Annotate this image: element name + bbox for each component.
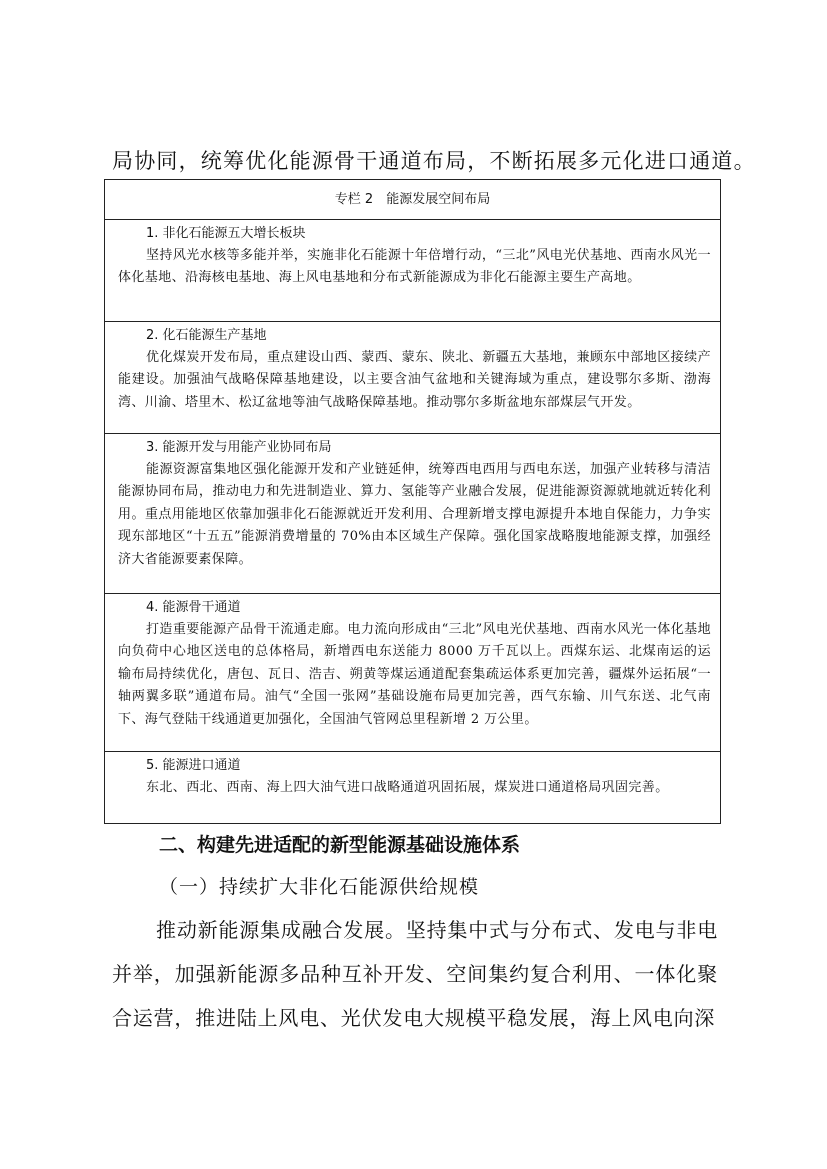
body-paragraph [112, 908, 718, 1040]
intro-text: 局协同，统筹优化能源骨干通道布局，不断拓展多元化进口通道。 [112, 149, 756, 173]
box-section-5 [105, 752, 720, 823]
section-body: 东北、西北、西南、海上四大油气进口战略通道巩固拓展，煤炭进口通道格局巩固完善。 [146, 780, 669, 795]
section-body: 打造重要能源产品骨干流通走廊。电力流向形成由“三北”风电光伏基地、西南水风光一体化基地向负荷中心地区送电的总体格局，新增西电东送能力 8000 万千瓦以上。西煤东运、北煤南运的运输布局持续优化，唐包、瓦日、浩吉、朔黄等煤运通道配套集疏运体系更加完善，疆煤外运拓展“一轴两翼多联”通道布局。油气“全国一张网”基础设施布局更加完善，西气东输、川气东送、北气南下、海气登陆干线通道更加强化，全国油气管网总里程新增 2 万公里。 [118, 622, 711, 727]
paragraph-text: 坚持集中式与分布式、发电与非电并举，加强新能源多品种互补开发、空间集约复合利用、一体化聚合运营，推进陆上风电、光伏发电大规模平稳发展，海上风电向深 [112, 918, 718, 1030]
column-box [104, 179, 721, 824]
section-body: 坚持风光水核等多能并举，实施非化石能源十年倍增行动，“三北”风电光伏基地、西南水风光一体化基地、沿海核电基地、海上风电基地和分布式新能源成为非化石能源主要生产高地。 [118, 248, 711, 286]
section-heading: 4. 能源骨干通道 [146, 600, 241, 615]
column-box-title: 专栏 2 能源发展空间布局 [105, 180, 720, 220]
paragraph-lead: 推动新能源集成融合发展。 [156, 918, 406, 942]
section-heading: 2. 化石能源生产基地 [146, 328, 267, 343]
section-body: 优化煤炭开发布局，重点建设山西、蒙西、蒙东、陕北、新疆五大基地，兼顾东中部地区接续产能建设。加强油气战略保障基地建设，以主要含油气盆地和关键海域为重点，建设鄂尔多斯、渤海湾、川渝、塔里木、松辽盆地等油气战略保障基地。推动鄂尔多斯盆地东部煤层气开发。 [118, 350, 711, 410]
section-heading: 5. 能源进口通道 [146, 758, 241, 773]
box-section-4 [105, 594, 720, 752]
box-section-1 [105, 220, 720, 322]
section-heading-level2: 二、构建先进适配的新型能源基础设施体系 [159, 834, 521, 856]
section-heading: 3. 能源开发与用能产业协同布局 [146, 440, 332, 455]
box-section-2 [105, 322, 720, 434]
section-heading: 1. 非化石能源五大增长板块 [146, 226, 306, 241]
section-body: 能源资源富集地区强化能源开发和产业链延伸，统筹西电西用与西电东送，加强产业转移与清洁能源协同布局，推动电力和先进制造业、算力、氢能等产业融合发展，促进能源资源就地就近转化利用。重点用能地区依靠加强非化石能源就近开发利用、合理新增支撑电源提升本地自保能力，力争实现东部地区“十五五”能源消费增量的 70%由本区域生产保障。强化国家战略腹地能源支撑，加强经济大省能源要素保障。 [118, 462, 711, 567]
subsection-heading: （一）持续扩大非化石能源供给规模 [159, 876, 480, 898]
box-section-3 [105, 434, 720, 594]
